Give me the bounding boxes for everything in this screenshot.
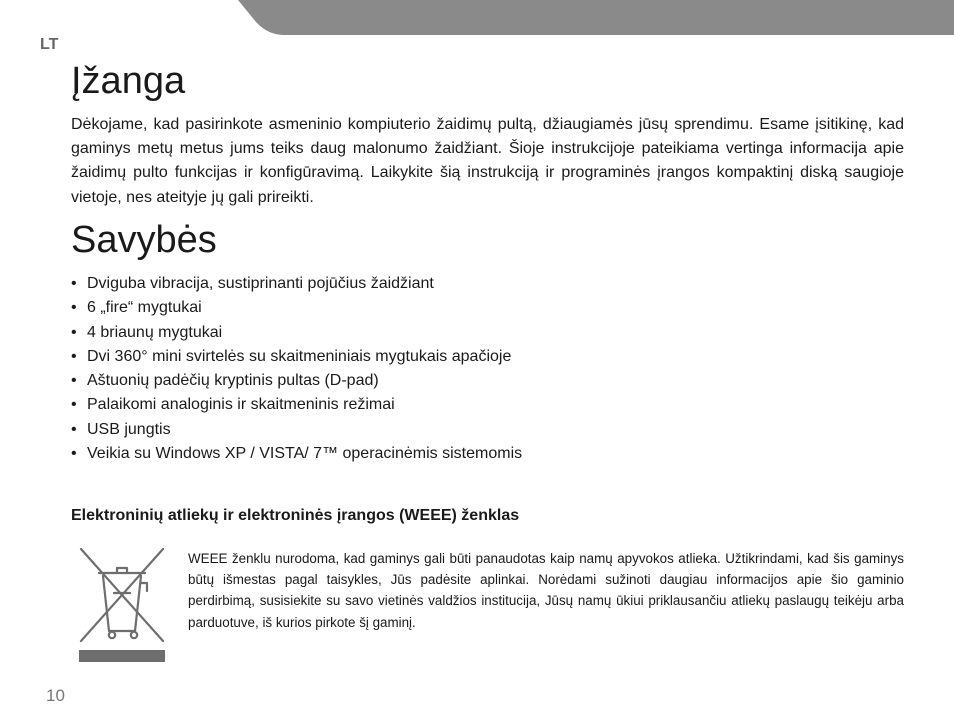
bullet-icon: •: [71, 372, 77, 390]
bullet-icon: •: [71, 396, 77, 414]
page-number: 10: [46, 686, 65, 705]
features-list: [71, 272, 522, 466]
feature-item: [71, 369, 522, 393]
bullet-icon: •: [71, 299, 77, 317]
feature-item-text: Veikia su Windows XP / VISTA/ 7™ operacinėmis sistemomis: [87, 445, 523, 463]
bullet-icon: •: [71, 347, 77, 365]
feature-item-text: Aštuonių padėčių kryptinis pultas (D-pad): [87, 372, 379, 390]
feature-item-text: Palaikomi analoginis ir skaitmeninis režimai: [87, 396, 395, 414]
intro-heading: Įžanga: [71, 60, 186, 102]
feature-item: [71, 321, 522, 345]
weee-paragraph: WEEE ženklu nurodoma, kad gaminys gali būti panaudotas kaip namų apyvokos atlieka. Užtikrindami, kad šis gaminys būtų išmestas pagal taisykles, Jūs padėsite aplinkai. Norėdami sužinoti daugiau informacijos apie šio gaminio perdirbimą, susisiekite su savo vietinės valdžios institucija, Jūsų namų ūkiui priklausančiu atliekų paslaugų teikėju arba parduotuve, iš kurios pirkote šį gaminį.: [188, 551, 904, 630]
feature-item: [71, 393, 522, 417]
intro-paragraph: Dėkojame, kad pasirinkote asmeninio kompiuterio žaidimų pultą, džiaugiamės jūsų sprendimu. Esame įsitikinę, kad gaminys metų metus jums teiks daug malonumo žaidžiant. Šioje instrukcijoje pateikiama vertinga informacija apie žaidimų pulto funkcijas ir konfigūravimą. Laikykite šią instrukciją ir programinės įrangos kompaktinį diską saugioje vietoje, nes ateityje jų gali prireikti.: [71, 116, 904, 206]
bullet-icon: •: [71, 445, 77, 463]
feature-item-text: Dviguba vibracija, sustiprinanti pojūčius žaidžiant: [87, 275, 434, 292]
bullet-icon: •: [71, 323, 77, 341]
feature-item-text: Dvi 360° mini svirtelės su skaitmeniniais mygtukais apačioje: [87, 347, 512, 365]
features-heading: Savybės: [71, 219, 217, 261]
weee-heading: Elektroninių atliekų ir elektroninės įrangos (WEEE) ženklas: [71, 507, 520, 524]
feature-item-text: USB jungtis: [87, 420, 171, 438]
bullet-icon: •: [71, 275, 77, 292]
header-band: [238, 0, 954, 35]
crossed-out-wheelie-bin-icon: [77, 545, 167, 663]
feature-item: [71, 296, 522, 320]
feature-item: [71, 418, 522, 442]
bullet-icon: •: [71, 420, 77, 438]
feature-item: [71, 345, 522, 369]
feature-item-text: 4 briaunų mygtukai: [87, 323, 223, 341]
language-label: LT: [40, 36, 59, 53]
feature-item: [71, 272, 522, 296]
feature-item-text: 6 „fire“ mygtukai: [87, 299, 202, 317]
feature-item: [71, 442, 522, 466]
